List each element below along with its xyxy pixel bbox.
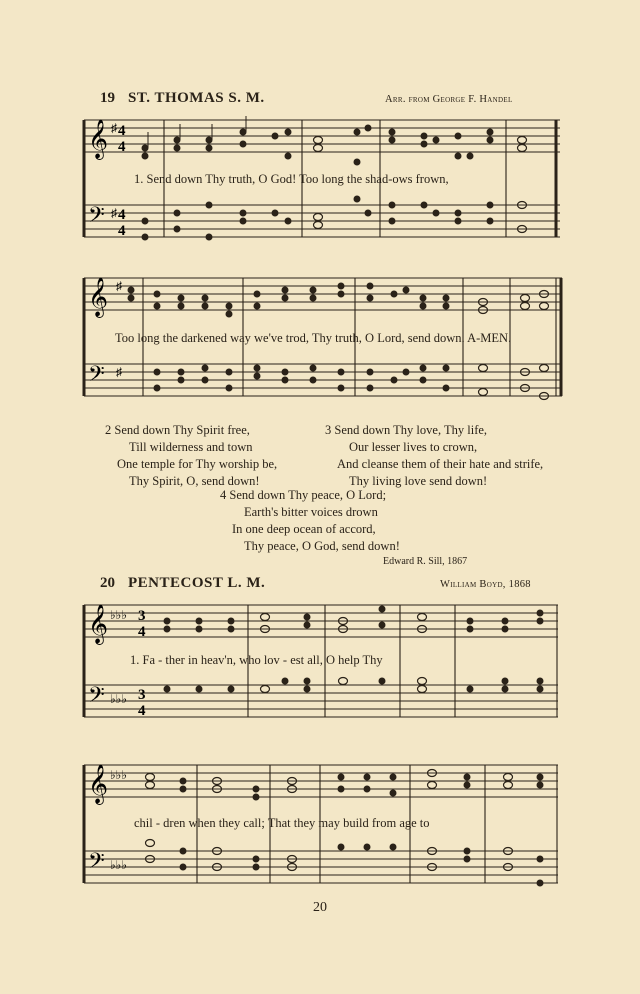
hymn-19-number: 19 (100, 90, 115, 106)
verse-3: 3 Send down Thy love, Thy life, Our lesser lives to crown, And cleanse them of their hate and strife, Thy living love send down! (325, 423, 544, 488)
svg-text:4: 4 (118, 207, 126, 223)
verse-4: 4 Send down Thy peace, O Lord; Earth's bitter voices drown In one deep ocean of accord, Thy peace, O God, send down! (220, 488, 400, 553)
sharp-icon: ♯ (116, 279, 122, 293)
bass-clef-icon: 𝄢 (88, 849, 105, 879)
notes (164, 606, 544, 693)
svg-text:4: 4 (118, 139, 126, 155)
svg-text:4: 4 (118, 223, 126, 239)
bass-clef-icon: 𝄢 (88, 362, 105, 392)
hymn-19-title: ST. THOMAS S. M. (128, 90, 265, 106)
hymn-20-composer: William Boyd, 1868 (440, 579, 531, 590)
sharp-icon: ♯ (116, 365, 122, 379)
flat-icon: ♭♭♭ (110, 768, 127, 782)
flat-icon: ♭♭♭ (110, 858, 127, 872)
svg-text:3: 3 (138, 608, 146, 624)
treble-clef-icon: 𝄞 (88, 277, 109, 317)
flat-icon: ♭♭♭ (110, 692, 127, 706)
hymn-19-lyric-line-1: 1. Send down Thy truth, O God! Too long the shad-ows frown, (134, 172, 449, 186)
hymn-20-lyric-line-2: chil - dren when they call; That they may build from age to (134, 816, 430, 830)
treble-clef-icon: 𝄞 (88, 764, 109, 804)
bass-clef-icon: 𝄢 (88, 683, 105, 713)
hymn-19-lyric-line-2: Too long the darkened way we've trod, Thy truth, O Lord, send down. A-MEN. (115, 331, 512, 345)
hymn-19-author: Edward R. Sill, 1867 (383, 556, 468, 567)
hymn-20-number: 20 (100, 575, 115, 591)
flat-icon: ♭♭♭ (110, 608, 127, 622)
verse-2: 2 Send down Thy Spirit free, Till wilderness and town One temple for Thy worship be, Thy Spirit, O, send down! (105, 423, 278, 488)
svg-text:4: 4 (138, 624, 146, 640)
svg-text:4: 4 (118, 123, 126, 139)
hymn-19-composer: Arr. from George F. Handel (385, 94, 513, 105)
treble-clef-icon: 𝄞 (88, 604, 109, 644)
sharp-icon: ♯ (111, 206, 117, 220)
svg-text:4: 4 (138, 703, 146, 719)
treble-clef-icon: 𝄞 (88, 119, 109, 159)
hymn-20-system-1 (0, 595, 640, 745)
bass-clef-icon: 𝄢 (88, 203, 105, 233)
sharp-icon: ♯ (111, 121, 117, 135)
svg-text:3: 3 (138, 687, 146, 703)
hymn-20-title: PENTECOST L. M. (128, 575, 266, 591)
page-number: 20 (313, 900, 327, 915)
hymn-20-lyric-line-1: 1. Fa - ther in heav'n, who lov - est all, O help Thy (130, 653, 383, 667)
